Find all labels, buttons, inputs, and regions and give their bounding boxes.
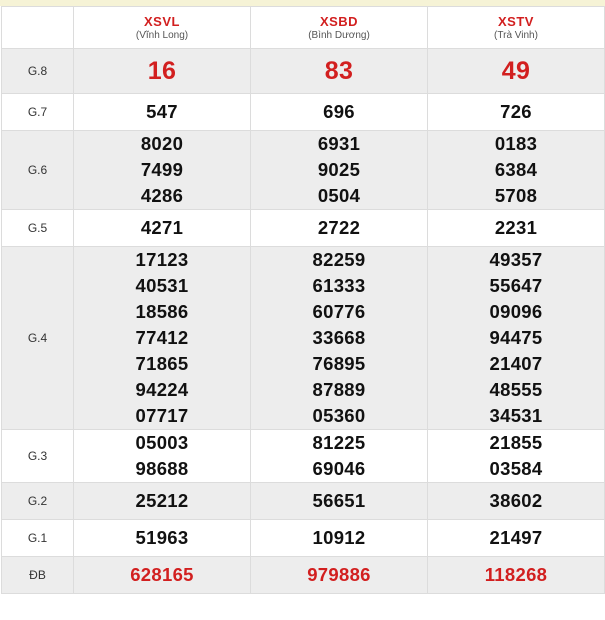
result-number: 25212 <box>135 490 189 511</box>
result-number: 07717 <box>135 405 189 426</box>
province-name: (Trà Vinh) <box>494 29 538 41</box>
result-number: 696 <box>323 101 355 122</box>
prize-label: G.8 <box>2 49 74 94</box>
result-number: 547 <box>146 101 178 122</box>
result-number: 726 <box>500 101 532 122</box>
result-number: 55647 <box>489 275 543 296</box>
prize-cell <box>428 247 605 430</box>
result-number: 05003 <box>135 432 189 453</box>
prize-cell <box>74 430 251 483</box>
result-number: 49 <box>501 57 531 85</box>
prize-cell <box>74 49 251 94</box>
prize-row <box>2 520 605 557</box>
province-header-vinh-long[interactable] <box>74 7 251 49</box>
prize-cell <box>74 557 251 594</box>
prize-cell <box>428 483 605 520</box>
prize-label: G.4 <box>2 247 74 430</box>
prize-cell <box>251 94 428 131</box>
result-number: 98688 <box>135 458 189 479</box>
result-number: 9025 <box>317 159 361 180</box>
prize-cell <box>251 483 428 520</box>
prize-cell <box>428 520 605 557</box>
province-name: (Bình Dương) <box>308 29 370 41</box>
result-number: 69046 <box>312 458 366 479</box>
result-number: 2231 <box>494 217 538 238</box>
prize-cell <box>251 247 428 430</box>
prize-label: G.5 <box>2 210 74 247</box>
corner-cell <box>2 7 74 49</box>
result-number: 7499 <box>140 159 184 180</box>
result-number: 61333 <box>312 275 366 296</box>
province-header-binh-duong[interactable] <box>251 7 428 49</box>
prize-cell <box>428 94 605 131</box>
prize-row <box>2 210 605 247</box>
result-number: 628165 <box>130 564 194 585</box>
result-number: 18586 <box>135 301 189 322</box>
result-number: 87889 <box>312 379 366 400</box>
prize-row <box>2 49 605 94</box>
result-number: 0183 <box>494 133 538 154</box>
prize-cell <box>251 49 428 94</box>
result-number: 4271 <box>140 217 184 238</box>
prize-row <box>2 94 605 131</box>
result-number: 94224 <box>135 379 189 400</box>
province-header-tra-vinh[interactable] <box>428 7 605 49</box>
prize-cell <box>428 49 605 94</box>
result-number: 05360 <box>312 405 366 426</box>
result-number: 8020 <box>140 133 184 154</box>
prize-cell <box>251 131 428 210</box>
prize-cell <box>251 430 428 483</box>
province-code[interactable]: XSVL <box>144 13 180 29</box>
result-number: 118268 <box>484 564 548 585</box>
result-number: 2722 <box>317 217 361 238</box>
result-number: 34531 <box>489 405 543 426</box>
result-number: 6384 <box>494 159 538 180</box>
prize-label: G.2 <box>2 483 74 520</box>
result-number: 4286 <box>140 185 184 206</box>
prize-cell <box>74 483 251 520</box>
result-number: 5708 <box>494 185 538 206</box>
result-number: 979886 <box>307 564 371 585</box>
header-row <box>2 7 605 49</box>
result-number: 83 <box>324 57 354 85</box>
result-number: 10912 <box>312 527 366 548</box>
province-code[interactable]: XSBD <box>319 13 359 29</box>
lottery-results-table <box>1 6 605 594</box>
prize-cell <box>251 557 428 594</box>
result-number: 48555 <box>489 379 543 400</box>
prize-label: G.1 <box>2 520 74 557</box>
prize-cell <box>251 210 428 247</box>
prize-label: G.6 <box>2 131 74 210</box>
prize-row <box>2 131 605 210</box>
prize-cell <box>428 131 605 210</box>
result-number: 49357 <box>489 249 543 270</box>
prize-cell <box>74 94 251 131</box>
prize-label: ĐB <box>2 557 74 594</box>
province-name: (Vĩnh Long) <box>135 29 189 41</box>
result-number: 76895 <box>312 353 366 374</box>
prize-cell <box>74 210 251 247</box>
result-number: 51963 <box>135 527 189 548</box>
prize-cell <box>74 247 251 430</box>
prize-label: G.3 <box>2 430 74 483</box>
prize-cell <box>428 210 605 247</box>
result-number: 38602 <box>489 490 543 511</box>
prize-cell <box>74 520 251 557</box>
result-number: 21497 <box>489 527 543 548</box>
prize-row <box>2 483 605 520</box>
result-number: 6931 <box>317 133 361 154</box>
result-number: 60776 <box>312 301 366 322</box>
prize-row <box>2 557 605 594</box>
result-number: 09096 <box>489 301 543 322</box>
result-number: 81225 <box>312 432 366 453</box>
result-number: 21407 <box>489 353 543 374</box>
prize-row <box>2 430 605 483</box>
prize-cell <box>74 131 251 210</box>
result-number: 40531 <box>135 275 189 296</box>
prize-row <box>2 247 605 430</box>
result-number: 21855 <box>489 432 543 453</box>
result-number: 16 <box>147 57 177 85</box>
prize-label: G.7 <box>2 94 74 131</box>
result-number: 17123 <box>135 249 189 270</box>
result-number: 77412 <box>135 327 189 348</box>
result-number: 33668 <box>312 327 366 348</box>
prize-cell <box>428 430 605 483</box>
prize-cell <box>251 520 428 557</box>
result-number: 03584 <box>489 458 543 479</box>
result-number: 94475 <box>489 327 543 348</box>
result-number: 0504 <box>317 185 361 206</box>
province-code[interactable]: XSTV <box>498 13 534 29</box>
result-number: 71865 <box>135 353 189 374</box>
prize-cell <box>428 557 605 594</box>
result-number: 82259 <box>312 249 366 270</box>
result-number: 56651 <box>312 490 366 511</box>
